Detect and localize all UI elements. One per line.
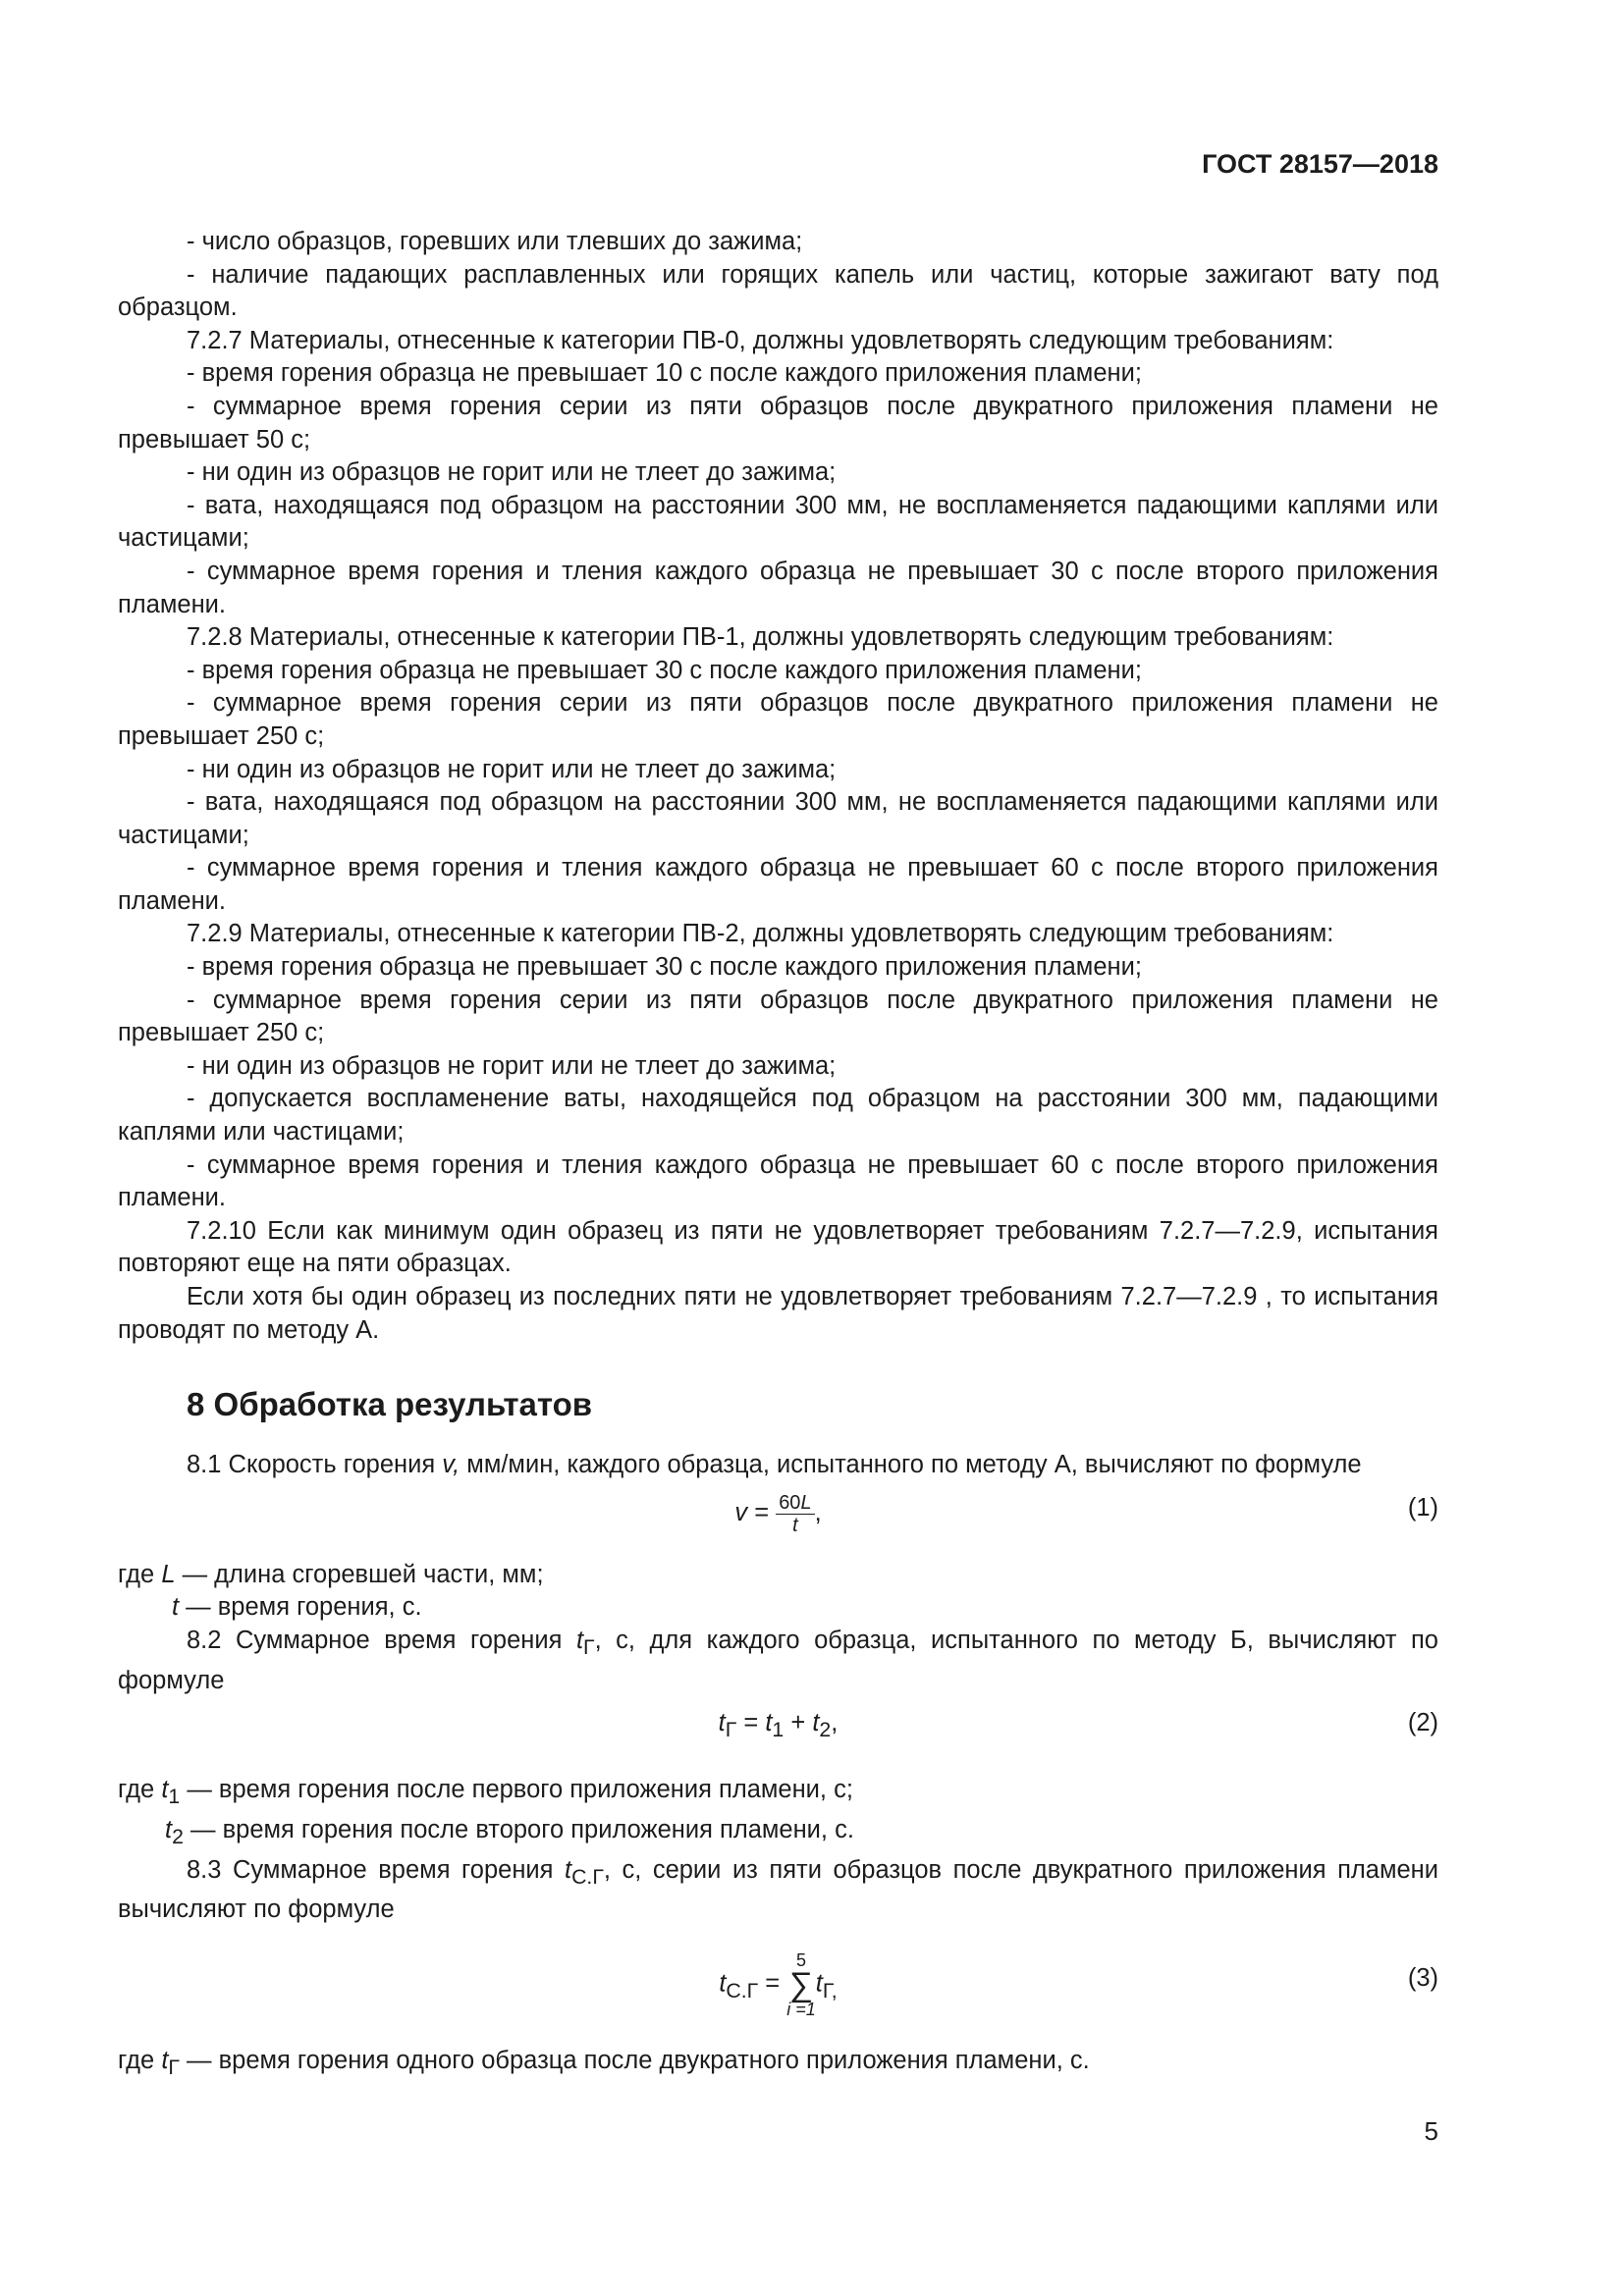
definition: где $t_1$ — время горения после первого приложения пламени, с; [118,1776,853,1809]
clause-8-3: 8.3 Суммарное время горения $t_{С.Г}$, с, серии из пяти образцов после двукратного приложения пламени вычисляют по формуле [118,1855,1438,1924]
definition: где L — длина сгоревшей части, мм; [118,1560,544,1588]
paragraph: - суммарное время горения и тления каждого образца не превышает 60 с после второго приложения пламени. [118,1150,1438,1212]
page-number: 5 [1424,2116,1438,2146]
document-code: ГОСТ 28157—2018 [1202,149,1438,179]
formula-number: (1) [1407,1493,1438,1522]
definition: t — время горения, с. [172,1593,422,1622]
paragraph: - время горения образца не превышает 30 с после каждого приложения пламени; [187,953,1142,982]
section-8-heading: 8 Обработка результатов [187,1386,593,1423]
paragraph: - суммарное время горения серии из пяти образцов после двукратного приложения пламени не превышает 250 с; [118,689,1438,750]
paragraph: - число образцов, горевших или тлевших до зажима; [187,228,803,255]
paragraph: - ни один из образцов не горит или не тлеет до зажима; [187,458,837,487]
paragraph: - время горения образца не превышает 30 с после каждого приложения пламени; [187,656,1142,684]
formula-number: (2) [1407,1709,1438,1737]
paragraph: - ни один из образцов не горит или не тлеет до зажима; [187,1051,837,1080]
formula-1: v = $\frac{60L}{t}$ , (1) [734,1491,1438,1536]
paragraph: - допускается воспламенение ваты, находящейся под образцом на расстоянии 300 мм, падающими каплями или частицами; [118,1085,1438,1147]
paragraph: - суммарное время горения серии из пяти образцов после двукратного приложения пламени не превышает 50 с; [118,392,1438,454]
document-body [118,226,1438,2085]
definition: $t_2$ — время горения после второго приложения пламени, с. [165,1815,854,1849]
formula-3: $t_{С.Г} = 5$ ∑ $i =1t_{Г,}$ (3) [719,1949,1438,2019]
paragraph: - вата, находящаяся под образцом на расстоянии 300 мм, не воспламеняется падающими каплями или частицами; [118,491,1438,553]
clause-7-2-7: 7.2.7 Материалы, отнесенные к категории ПВ-0, должны удовлетворять следующим требованиям: [187,326,1334,354]
formula-number: (3) [1407,1963,1438,1992]
clause-7-2-9: 7.2.9 Материалы, отнесенные к категории ПВ-2, должны удовлетворять следующим требованиям: [187,920,1334,948]
paragraph: - суммарное время горения и тления каждого образца не превышает 30 с после второго приложения пламени. [118,557,1438,618]
paragraph: Если хотя бы один образец из последних пяти не удовлетворяет требованиям 7.2.7—7.2.9 , то испытания проводят по методу А. [118,1283,1438,1344]
sum-symbol: 5 ∑ i =1 [786,1949,816,2019]
paragraph: - суммарное время горения серии из пяти образцов после двукратного приложения пламени не превышает 250 с; [118,986,1438,1047]
fraction: $\frac{60L}{t}$ [776,1492,814,1536]
clause-7-2-10: 7.2.10 Если как минимум один образец из пяти не удовлетворяет требованиям 7.2.7—7.2.9, испытания повторяют еще на пяти образцах. [118,1216,1438,1278]
clause-8-2: 8.2 Суммарное время горения $t_Г$, с, для каждого образца, испытанного по методу Б, вычисляют по формуле [118,1626,1438,1694]
paragraph: - суммарное время горения и тления каждого образца не превышает 60 с после второго приложения пламени. [118,854,1438,915]
paragraph: - время горения образца не превышает 10 с после каждого приложения пламени; [187,359,1142,388]
paragraph: - вата, находящаяся под образцом на расстоянии 300 мм, не воспламеняется падающими каплями или частицами; [118,788,1438,849]
clause-8-1: 8.1 Скорость горения v, мм/мин, каждого образца, испытанного по методу А, вычисляют по формуле [187,1451,1362,1479]
paragraph: - ни один из образцов не горит или не тлеет до зажима; [187,755,837,783]
clause-7-2-8: 7.2.8 Материалы, отнесенные к категории ПВ-1, должны удовлетворять следующим требованиям: [187,623,1334,652]
definition: где $t_Г$ — время горения одного образца после двукратного приложения пламени, с. [118,2046,1090,2079]
paragraph: - наличие падающих расплавленных или горящих капель или частиц, которые зажигают вату под образцом. [118,260,1438,322]
formula-2: $t_Г = t_1 + t_2$, (2) [718,1709,1438,1742]
